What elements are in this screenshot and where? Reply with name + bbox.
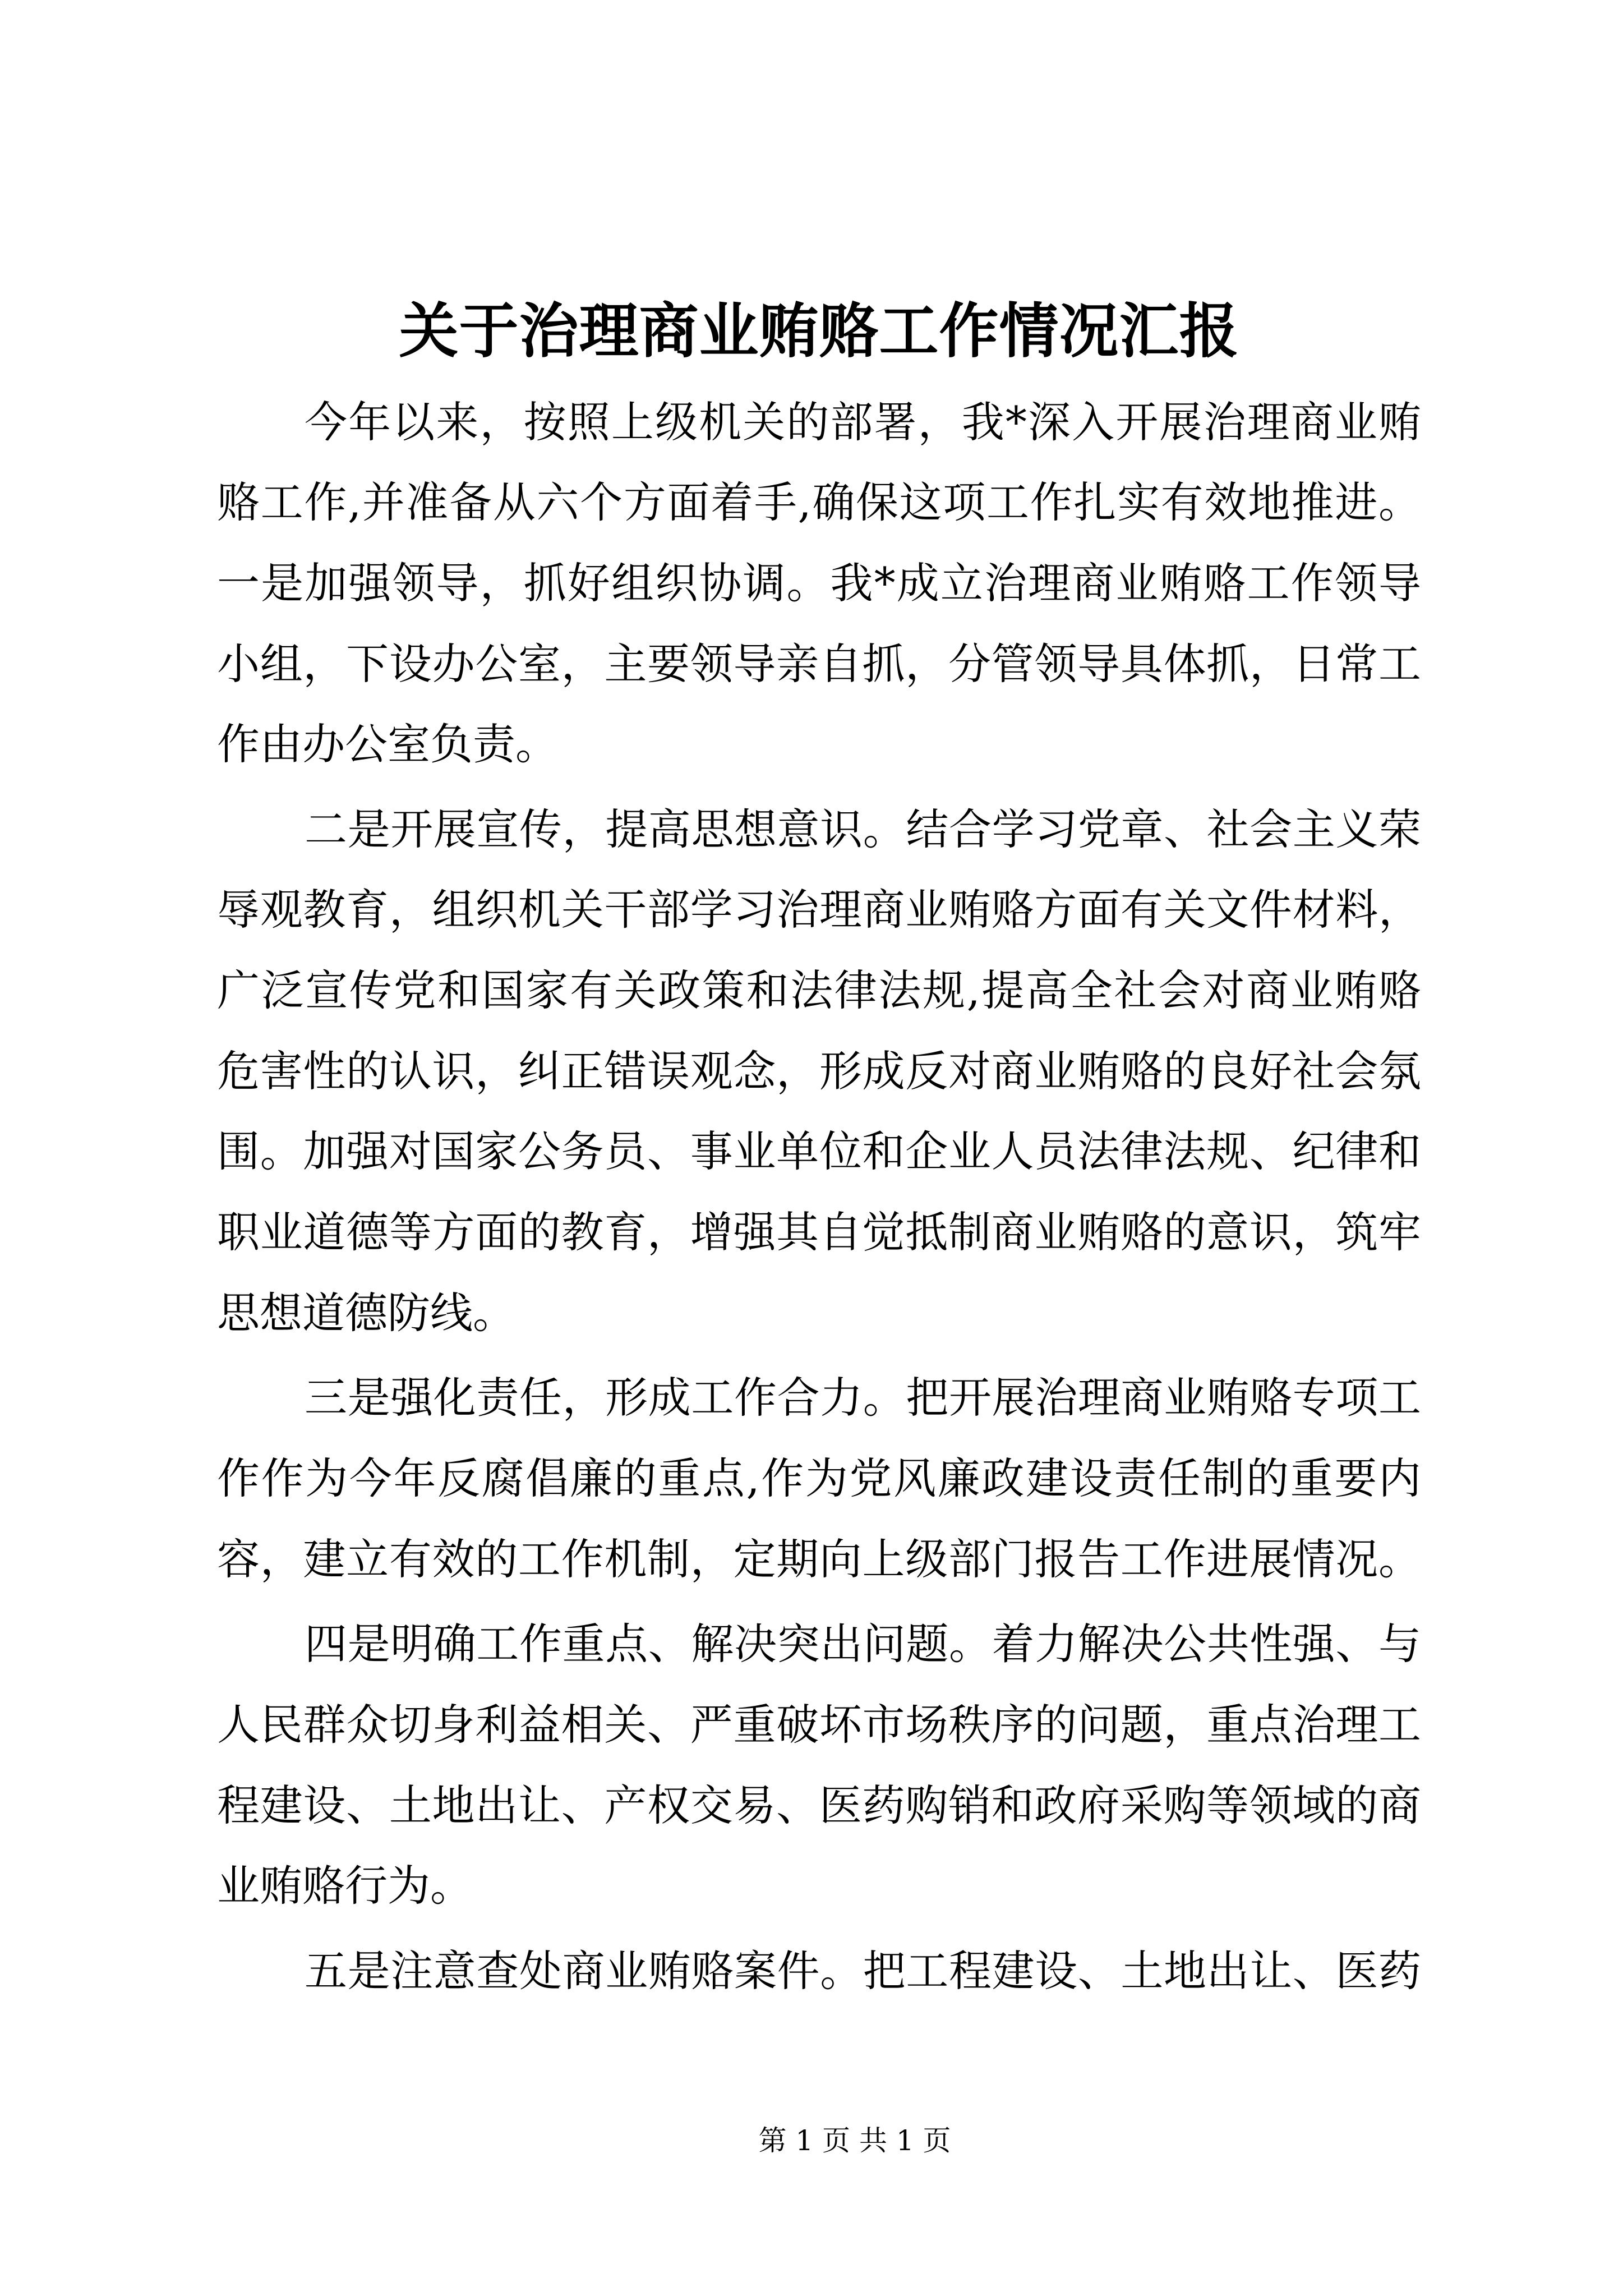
text-line: 作由办公室负责。 [217,719,558,770]
text-line: 二是开展宣传，提高思想意识。结合学习党章、社会主义荣 [305,804,1421,854]
page-footer: 第 1 页 共 1 页 [758,2124,951,2157]
text-line: 广泛宣传党和国家有关政策和法律法规,提高全社会对商业贿赂 [217,965,1421,1016]
text-line: 三是强化责任，形成工作合力。把开展治理商业贿赂专项工 [305,1373,1421,1423]
document-body [217,382,1421,2012]
text-line: 辱观教育，组织机关干部学习治理商业贿赂方面有关文件材料， [217,885,1421,935]
text-line: 人民群众切身利益相关、严重破坏市场秩序的问题，重点治理工 [217,1699,1421,1750]
text-line: 程建设、土地出让、产权交易、医药购销和政府采购等领域的商 [217,1780,1421,1830]
text-line: 危害性的认识，纠正错误观念，形成反对商业贿赂的良好社会氛 [217,1046,1421,1096]
text-line: 围。加强对国家公务员、事业单位和企业人员法律法规、纪律和 [217,1126,1421,1177]
page-title: 关于治理商业贿赂工作情况汇报 [399,296,1239,366]
text-line: 业贿赂行为。 [217,1861,473,1911]
text-line: 思想道德防线。 [217,1287,515,1338]
text-line: 小组，下设办公室，主要领导亲自抓，分管领导具体抓，日常工 [217,638,1421,689]
text-line: 四是明确工作重点、解决突出问题。着力解决公共性强、与 [305,1619,1421,1669]
paragraph [217,1604,1421,1926]
text-line: 赂工作,并准备从六个方面着手,确保这项工作扎实有效地推进。 [217,477,1421,528]
text-line: 作作为今年反腐倡廉的重点,作为党风廉政建设责任制的重要内 [217,1453,1421,1504]
paragraph [217,382,1421,785]
text-line: 容，建立有效的工作机制，定期向上级部门报告工作进展情况。 [217,1534,1421,1584]
text-line: 今年以来，按照上级机关的部署，我*深入开展治理商业贿 [305,397,1421,447]
paragraph [217,1931,1421,2012]
text-line: 职业道德等方面的教育，增强其自觉抵制商业贿赂的意识，筑牢 [217,1207,1421,1258]
paragraph [217,789,1421,1354]
text-line: 五是注意查处商业贿赂案件。把工程建设、土地出让、医药 [305,1945,1421,1996]
paragraph [217,1358,1421,1599]
text-line: 一是加强领导，抓好组织协调。我*成立治理商业贿赂工作领导 [217,558,1421,608]
